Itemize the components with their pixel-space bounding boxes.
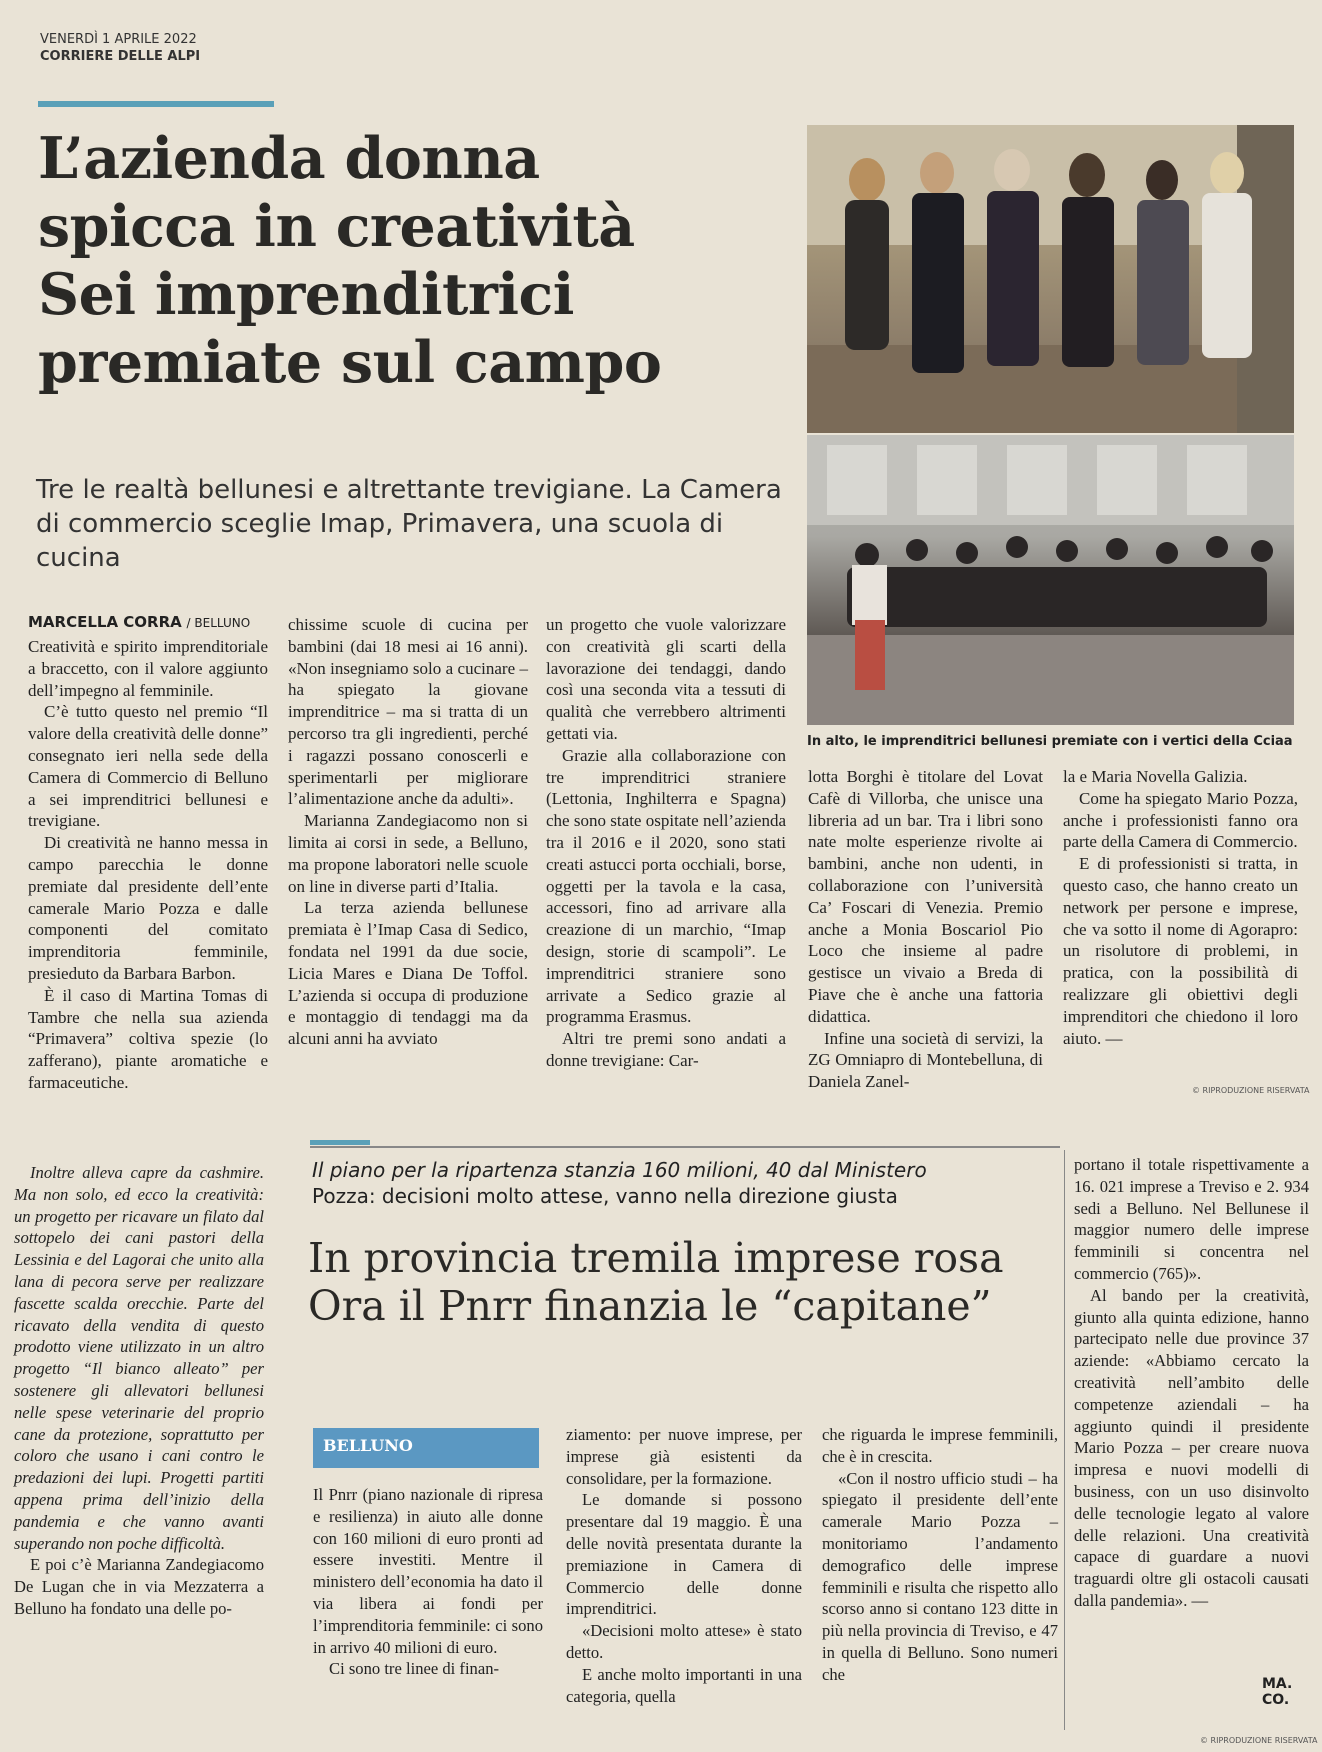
paragraph: lotta Borghi è titolare del Lovat Cafè di Villorba, che unisce una libreria ad un bar. Tra i libri sono nate molte esperienze rivolte ai bambini, anche non udenti, in collaborazione con l’università Ca’ Foscari di Venezia. Premio anche a Monia Boscariol Pio Loco che insieme al padre gestisce un vivaio a Breda di Piave che è anche una fattoria didattica.: [808, 767, 1043, 1026]
article-column-4: [808, 766, 1043, 1093]
article2-column-4: [1074, 1154, 1309, 1612]
paragraph: Marianna Zandegiacomo non si limita ai corsi in sede, a Belluno, ma propone laboratori nelle scuole on line in diverse parti d’Italia.: [288, 811, 528, 896]
section-divider: [310, 1146, 1060, 1148]
headline-line: Sei imprenditrici: [38, 261, 574, 328]
paragraph: Il Pnrr (piano nazionale di ripresa e resilienza) in aiuto alle donne con 160 milioni di euro pronti ad essere investiti. Mentre il ministero dell’economia ha dato il via libera ai fondi per l’imprenditoria femminile: ci sono in arrivo 40 milioni di euro.: [313, 1485, 543, 1657]
paragraph: La terza azienda bellunese premiata è l’Imap Casa di Sedico, fondata nel 1991 da due socie, Licia Mares e Diana De Toffol. L’azienda si occupa di produzione e montaggio di tendaggi ma da alcuni anni ha avviato: [288, 898, 528, 1049]
headline-line: In provincia tremila imprese rosa: [308, 1234, 1004, 1282]
article-column-1: [28, 636, 268, 1094]
article-column-3: [546, 614, 786, 1072]
paragraph: portano il totale rispettivamente a 16. 021 imprese a Treviso e 2. 934 sedi a Belluno. Nel Bellunese il maggior numero delle imprese femminili si concentra nel commercio (765)».: [1074, 1155, 1309, 1283]
column-divider: [1064, 1150, 1065, 1730]
paragraph: C’è tutto questo nel premio “Il valore della creatività delle donne” consegnato ieri nella sede della Camera di Commercio di Belluno a sei imprenditrici bellunesi e trevigiane.: [28, 702, 268, 831]
author-location: / BELLUNO: [186, 616, 251, 630]
article-column-2: [288, 614, 528, 1050]
kicker-line: Il piano per la ripartenza stanzia 160 milioni, 40 dal Ministero: [312, 1158, 927, 1182]
subheadline: [36, 473, 806, 575]
page-date: VENERDÌ 1 APRILE 2022: [40, 32, 197, 47]
headline-line: Ora il Pnrr finanzia le “capitane”: [308, 1282, 992, 1330]
paragraph: «Con il nostro ufficio studi – ha spiegato il presidente dell’ente camerale Mario Pozza – monitoriamo l’andamento demografico delle imprese femminili e risulta che rispetto allo scorso anno si contano 123 ditte in più nella provincia di Treviso, e 47 in quella di Belluno. Sono numeri che: [822, 1468, 1058, 1684]
accent-bar: [38, 101, 274, 107]
article-column-1-continued: [14, 1162, 264, 1620]
photo-audience-illustration: [807, 435, 1294, 725]
subheadline-line: di commercio sceglie Imap, Primavera, una scuola di cucina: [36, 509, 724, 573]
article2-signature: MA. CO.: [1262, 1676, 1293, 1708]
article2-headline: [308, 1234, 1088, 1330]
article2-kicker-quote: [312, 1184, 1072, 1209]
subheadline-line: Tre le realtà bellunesi e altrettante trevigiane. La Camera: [36, 475, 782, 505]
paragraph: Le domande si possono presentare dal 19 maggio. È una delle novità presentata durante la premiazione in Camera di Commercio delle donne imprenditrici.: [566, 1490, 802, 1619]
paragraph: un progetto che vuole valorizzare con creatività gli scarti della lavorazione dei tendaggi, dando così una seconda vita a tessuti di qualità che verrebbero altrimenti gettati via.: [546, 615, 786, 743]
paragraph: Infine una società di servizi, la ZG Omniapro di Montebelluna, di Daniela Zanel-: [808, 1028, 1043, 1092]
paragraph: Inoltre alleva capre da cashmire. Ma non solo, ed ecco la creatività: un progetto per ricavare un filato dal sottopelo dei cani pastori della Lessinia e del Lagorai che unito alla lana di pecora serve per realizzare fascette scalda orecchie. Parte del ricavato della vendita di questo prodotto viene utilizzato in un altro progetto “Il bianco alleato” per sostenere gli allevatori bellunesi nelle spese veterinarie del proprio cane da protezione, soprattutto per coloro che usano i cani contro le predazioni dei lupi. Progetti partiti appena prima dell’inizio della pandemia e che vanno avanti superando non poche difficoltà.: [14, 1163, 264, 1553]
headline-line: spicca in creatività: [38, 193, 635, 260]
paragraph: chissime scuole di cucina per bambini (dai 18 mesi ai 16 anni). «Non insegniamo solo a cucinare – ha spiegato la giovane imprenditrice – ma si tratta di un percorso tra gli ingredienti, perché i ragazzi possano conoscerli e sperimentarli per migliorare l’alimentazione anche da adulti».: [288, 615, 528, 809]
headline: [38, 125, 798, 397]
paragraph: la e Maria Novella Galizia.: [1063, 767, 1248, 786]
newspaper-name: CORRIERE DELLE ALPI: [40, 49, 201, 64]
byline: [28, 613, 250, 631]
paragraph: E poi c’è Marianna Zandegiacomo De Lugan che in via Mezzaterra a Belluno ha fondato una delle po-: [14, 1555, 264, 1618]
paragraph: Al bando per la creatività, giunto alla quinta edizione, hanno partecipato nelle due province 37 aziende: «Abbiamo cercato la creatività nell’ambito delle competenze aziendali – ha aggiunto quindi il presidente Mario Pozza – per creare nuova impresa e nuovi modelli di business, con un uso disinvolto delle tecnologie legato al valore delle relazioni. Una creatività capace di guardare a nuovi traguardi oltre gli ostacoli causati dalla pandemia». —: [1074, 1285, 1309, 1610]
reproduction-notice: © RIPRODUZIONE RISERVATA: [1192, 1086, 1310, 1095]
section-tag: BELLUNO: [313, 1428, 539, 1468]
kicker-line: Pozza: decisioni molto attese, vanno nella direzione giusta: [312, 1184, 898, 1208]
article-column-5: [1063, 766, 1298, 1049]
photo-award-group-illustration: [807, 125, 1294, 433]
article2-column-2: [566, 1424, 802, 1707]
article2-column-1: [313, 1484, 543, 1680]
paragraph: È il caso di Martina Tomas di Tambre che nella sua azienda “Primavera” coltiva spezie (lo zafferano), piante aromatiche e farmaceutiche.: [28, 985, 268, 1092]
paragraph: Di creatività ne hanno messa in campo parecchia le donne premiate dal presidente dell’ente camerale Mario Pozza e dalle componenti del comitato imprenditoria femminile, presieduto da Barbara Barbon.: [28, 833, 268, 983]
reproduction-notice: © RIPRODUZIONE RISERVATA: [1200, 1736, 1318, 1745]
headline-line: L’azienda donna: [38, 125, 540, 192]
accent-bar: [310, 1140, 370, 1145]
paragraph: Grazie alla collaborazione con tre imprenditrici straniere (Lettonia, Inghilterra e Spagna) che sono state ospitate nell’azienda tra il 2016 e il 2020, sono stati creati astucci porta occhiali, borse, oggetti per la tavola e la casa, accessori, fino ad arrivare alla creazione di un marchio, “Imap design, storie di scampoli”. Le imprenditrici straniere sono arrivate a Sedico grazie al programma Erasmus.: [546, 745, 786, 1027]
paragraph: che riguarda le imprese femminili, che è in crescita.: [822, 1425, 1058, 1466]
paragraph: «Decisioni molto attese» è stato detto.: [566, 1621, 802, 1662]
photo-audience: [807, 435, 1294, 725]
article2-kicker: [312, 1158, 1072, 1183]
paragraph: E di professionisti si tratta, in questo caso, che hanno creato un network per persone e imprese, che va sotto il nome di Agorapro: un risolutore di problemi, in pratica, con la possibilità di realizzare gli obiettivi degli imprenditori che chiedono il loro aiuto. —: [1063, 854, 1298, 1048]
article2-column-3: [822, 1424, 1058, 1686]
paragraph: Altri tre premi sono andati a donne trevigiane: Car-: [546, 1029, 786, 1070]
photo-award-group: [807, 125, 1294, 433]
photo-caption: In alto, le imprenditrici bellunesi premiate con i vertici della Cciaa: [807, 734, 1293, 749]
paragraph: ziamento: per nuove imprese, per imprese già esistenti da consolidare, per la formazione.: [566, 1425, 802, 1488]
author-name: MARCELLA CORRA: [28, 613, 182, 631]
headline-line: premiate sul campo: [38, 329, 662, 396]
paragraph: E anche molto importanti in una categoria, quella: [566, 1664, 802, 1706]
paragraph: Creatività e spirito imprenditoriale a braccetto, con il valore aggiunto dell’impegno al femminile.: [28, 637, 268, 700]
paragraph: Ci sono tre linee di finan-: [329, 1659, 500, 1679]
paragraph: Come ha spiegato Mario Pozza, anche i professionisti fanno ora parte della Camera di Commercio.: [1063, 788, 1298, 852]
